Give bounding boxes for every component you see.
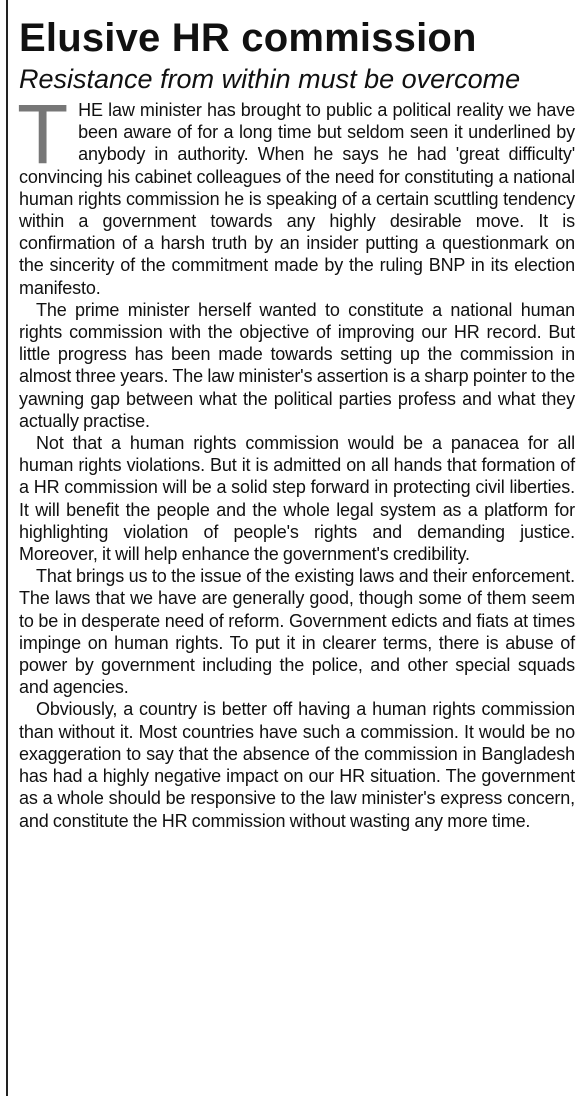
headline: Elusive HR commission — [19, 16, 477, 60]
paragraph-2: The prime minister herself wanted to constitute a national human rights commission with the objective of improving our HR record. But little progress has been made towards setting up the commission in almost three years. The law minister's assertion is a sharp pointer to the yawning gap between what the political parties profess and what they actually practise. — [19, 299, 575, 431]
subheadline: Resistance from within must be overcome — [19, 64, 521, 94]
paragraph-4: That brings us to the issue of the existing laws and their enforcement. The laws that we have are generally good, though some of them seem to be in desperate need of reform. Government edicts and fiats at times impinge on human rights. To put it in clearer terms, there is abuse of power by government including the police, and other special squads and agencies. — [19, 566, 575, 698]
drop-cap: T — [17, 87, 69, 181]
paragraph-1 — [17, 87, 575, 299]
paragraph-5: Obviously, a country is better off having a human rights commission than without it. Most countries have such a commission. It would be no exaggeration to say that the absence of the commission in Bangladesh has had a highly negative impact on our HR situation. The government as a whole should be responsive to the law minister's express concern, and constitute the HR commission without wasting any more time. — [19, 699, 575, 831]
editorial-article — [19, 14, 575, 832]
article-body — [17, 87, 575, 832]
paragraph-3: Not that a human rights commission would be a panacea for all human rights violations. But it is admitted on all hands that formation of a HR commission will be a solid step forward in protecting civil liberties. It will benefit the people and the whole legal system as a platform for highlighting violation of people's rights and demanding justice. Moreover, it will help enhance the government's credibility. — [19, 433, 575, 565]
paragraph-1-text: HE law minister has brought to public a political reality we have been aware of for a long time but seldom seen it underlined by anybody in authority. When he says he had 'great difficulty' convincing his cabinet colleagues of the need for constituting a national human rights commission he is speaking of a certain scuttling tendency within a government towards any highly desirable move. It is confirmation of a harsh truth by an insider putting a questionmark on the sincerity of the commitment made by the ruling BNP in its election manifesto. — [19, 100, 575, 298]
column-rule — [6, 0, 8, 1096]
